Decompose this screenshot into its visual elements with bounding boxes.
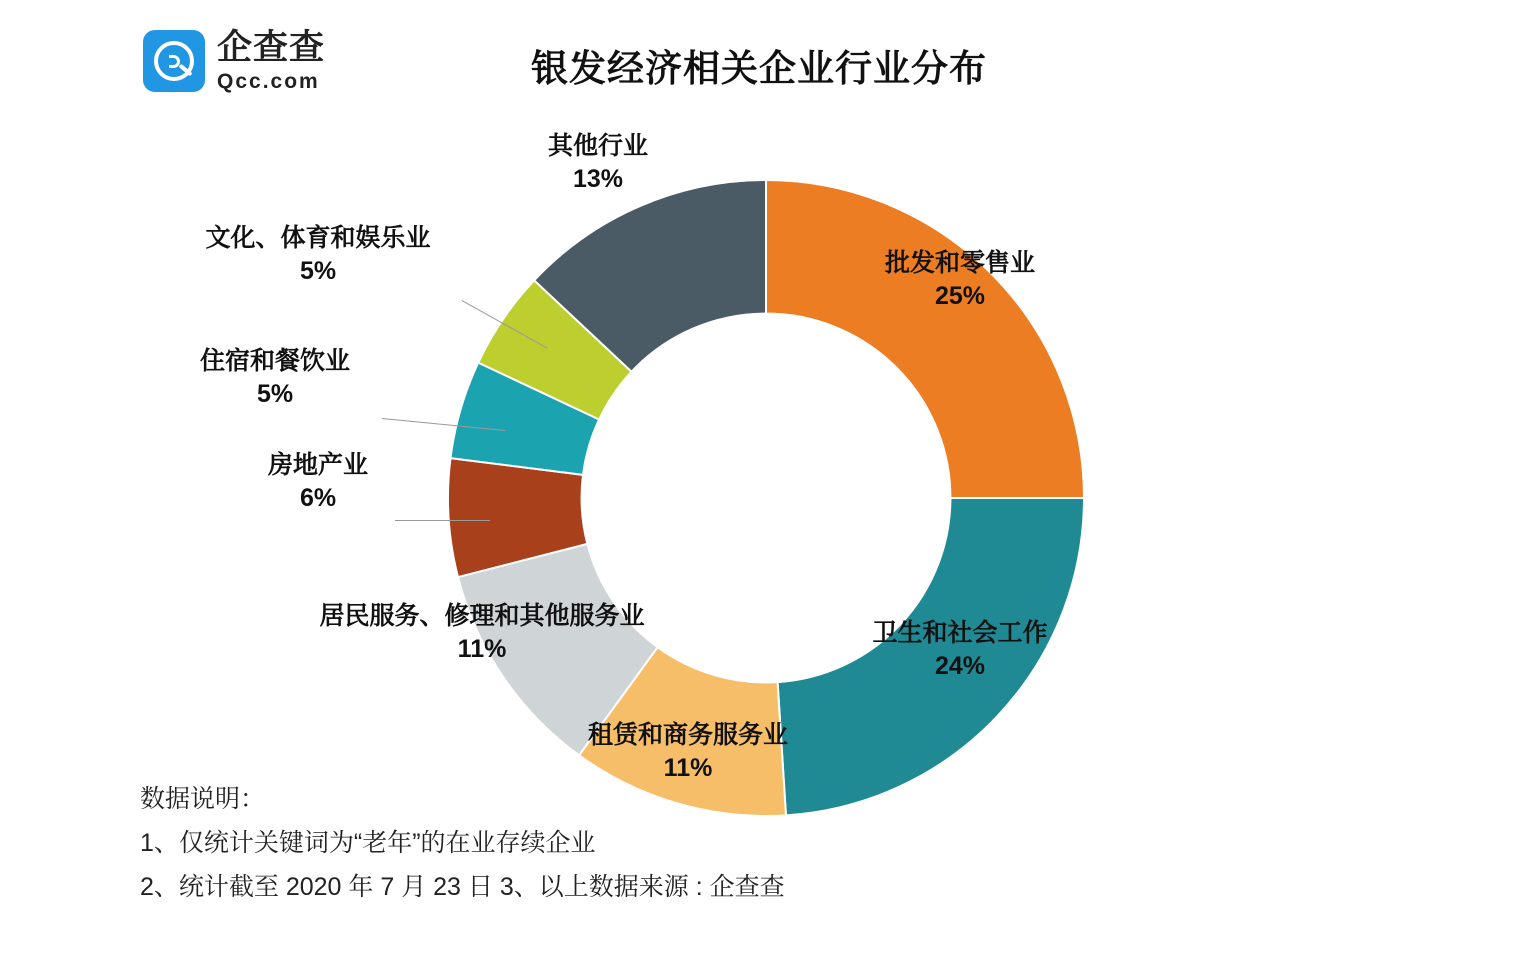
brand-name-cn: 企查查 xyxy=(217,28,326,67)
data-notes xyxy=(140,778,785,909)
slice-label xyxy=(873,617,1048,683)
slice-label-name: 其他行业 xyxy=(548,132,649,160)
page-title: 银发经济相关企业行业分布 xyxy=(531,48,987,89)
slice-label-value: 5% xyxy=(299,257,337,285)
brand-name-en: Qcc.com xyxy=(217,70,320,93)
slice-label-name: 住宿和餐饮业 xyxy=(200,347,351,375)
slice-label xyxy=(548,130,648,196)
slice-label-value: 5% xyxy=(256,380,294,408)
slice-label xyxy=(200,345,350,411)
notes-line-1: 1、仅统计关键词为“老年”的在业存续企业 xyxy=(140,828,596,857)
slice-label xyxy=(320,600,645,666)
slice-label-value: 13% xyxy=(572,165,624,193)
slice-label-value: 24% xyxy=(934,652,986,680)
slice-label-value: 11% xyxy=(457,635,507,663)
donut-slice xyxy=(766,180,1084,498)
slice-label-name: 批发和零售业 xyxy=(885,249,1036,277)
notes-heading: 数据说明： xyxy=(140,785,266,813)
slice-label-name: 卫生和社会工作 xyxy=(872,619,1048,647)
slice-label-value: 11% xyxy=(663,754,713,782)
slice-label xyxy=(588,719,788,785)
slice-label xyxy=(268,449,368,515)
slice-label-value: 6% xyxy=(299,484,337,512)
slice-label xyxy=(885,247,1035,313)
slice-label-name: 文化、体育和娱乐业 xyxy=(205,224,431,252)
slice-label-name: 房地产业 xyxy=(268,451,369,479)
slice-label xyxy=(206,222,431,288)
slice-label-name: 租赁和商务服务业 xyxy=(588,721,789,749)
slice-label-name: 居民服务、修理和其他服务业 xyxy=(319,602,645,630)
slice-label-value: 25% xyxy=(934,282,986,310)
notes-line-2: 2、统计截至 2020 年 7 月 23 日 3、以上数据来源 : 企查查 xyxy=(140,872,785,901)
label-leader-line xyxy=(395,520,490,521)
